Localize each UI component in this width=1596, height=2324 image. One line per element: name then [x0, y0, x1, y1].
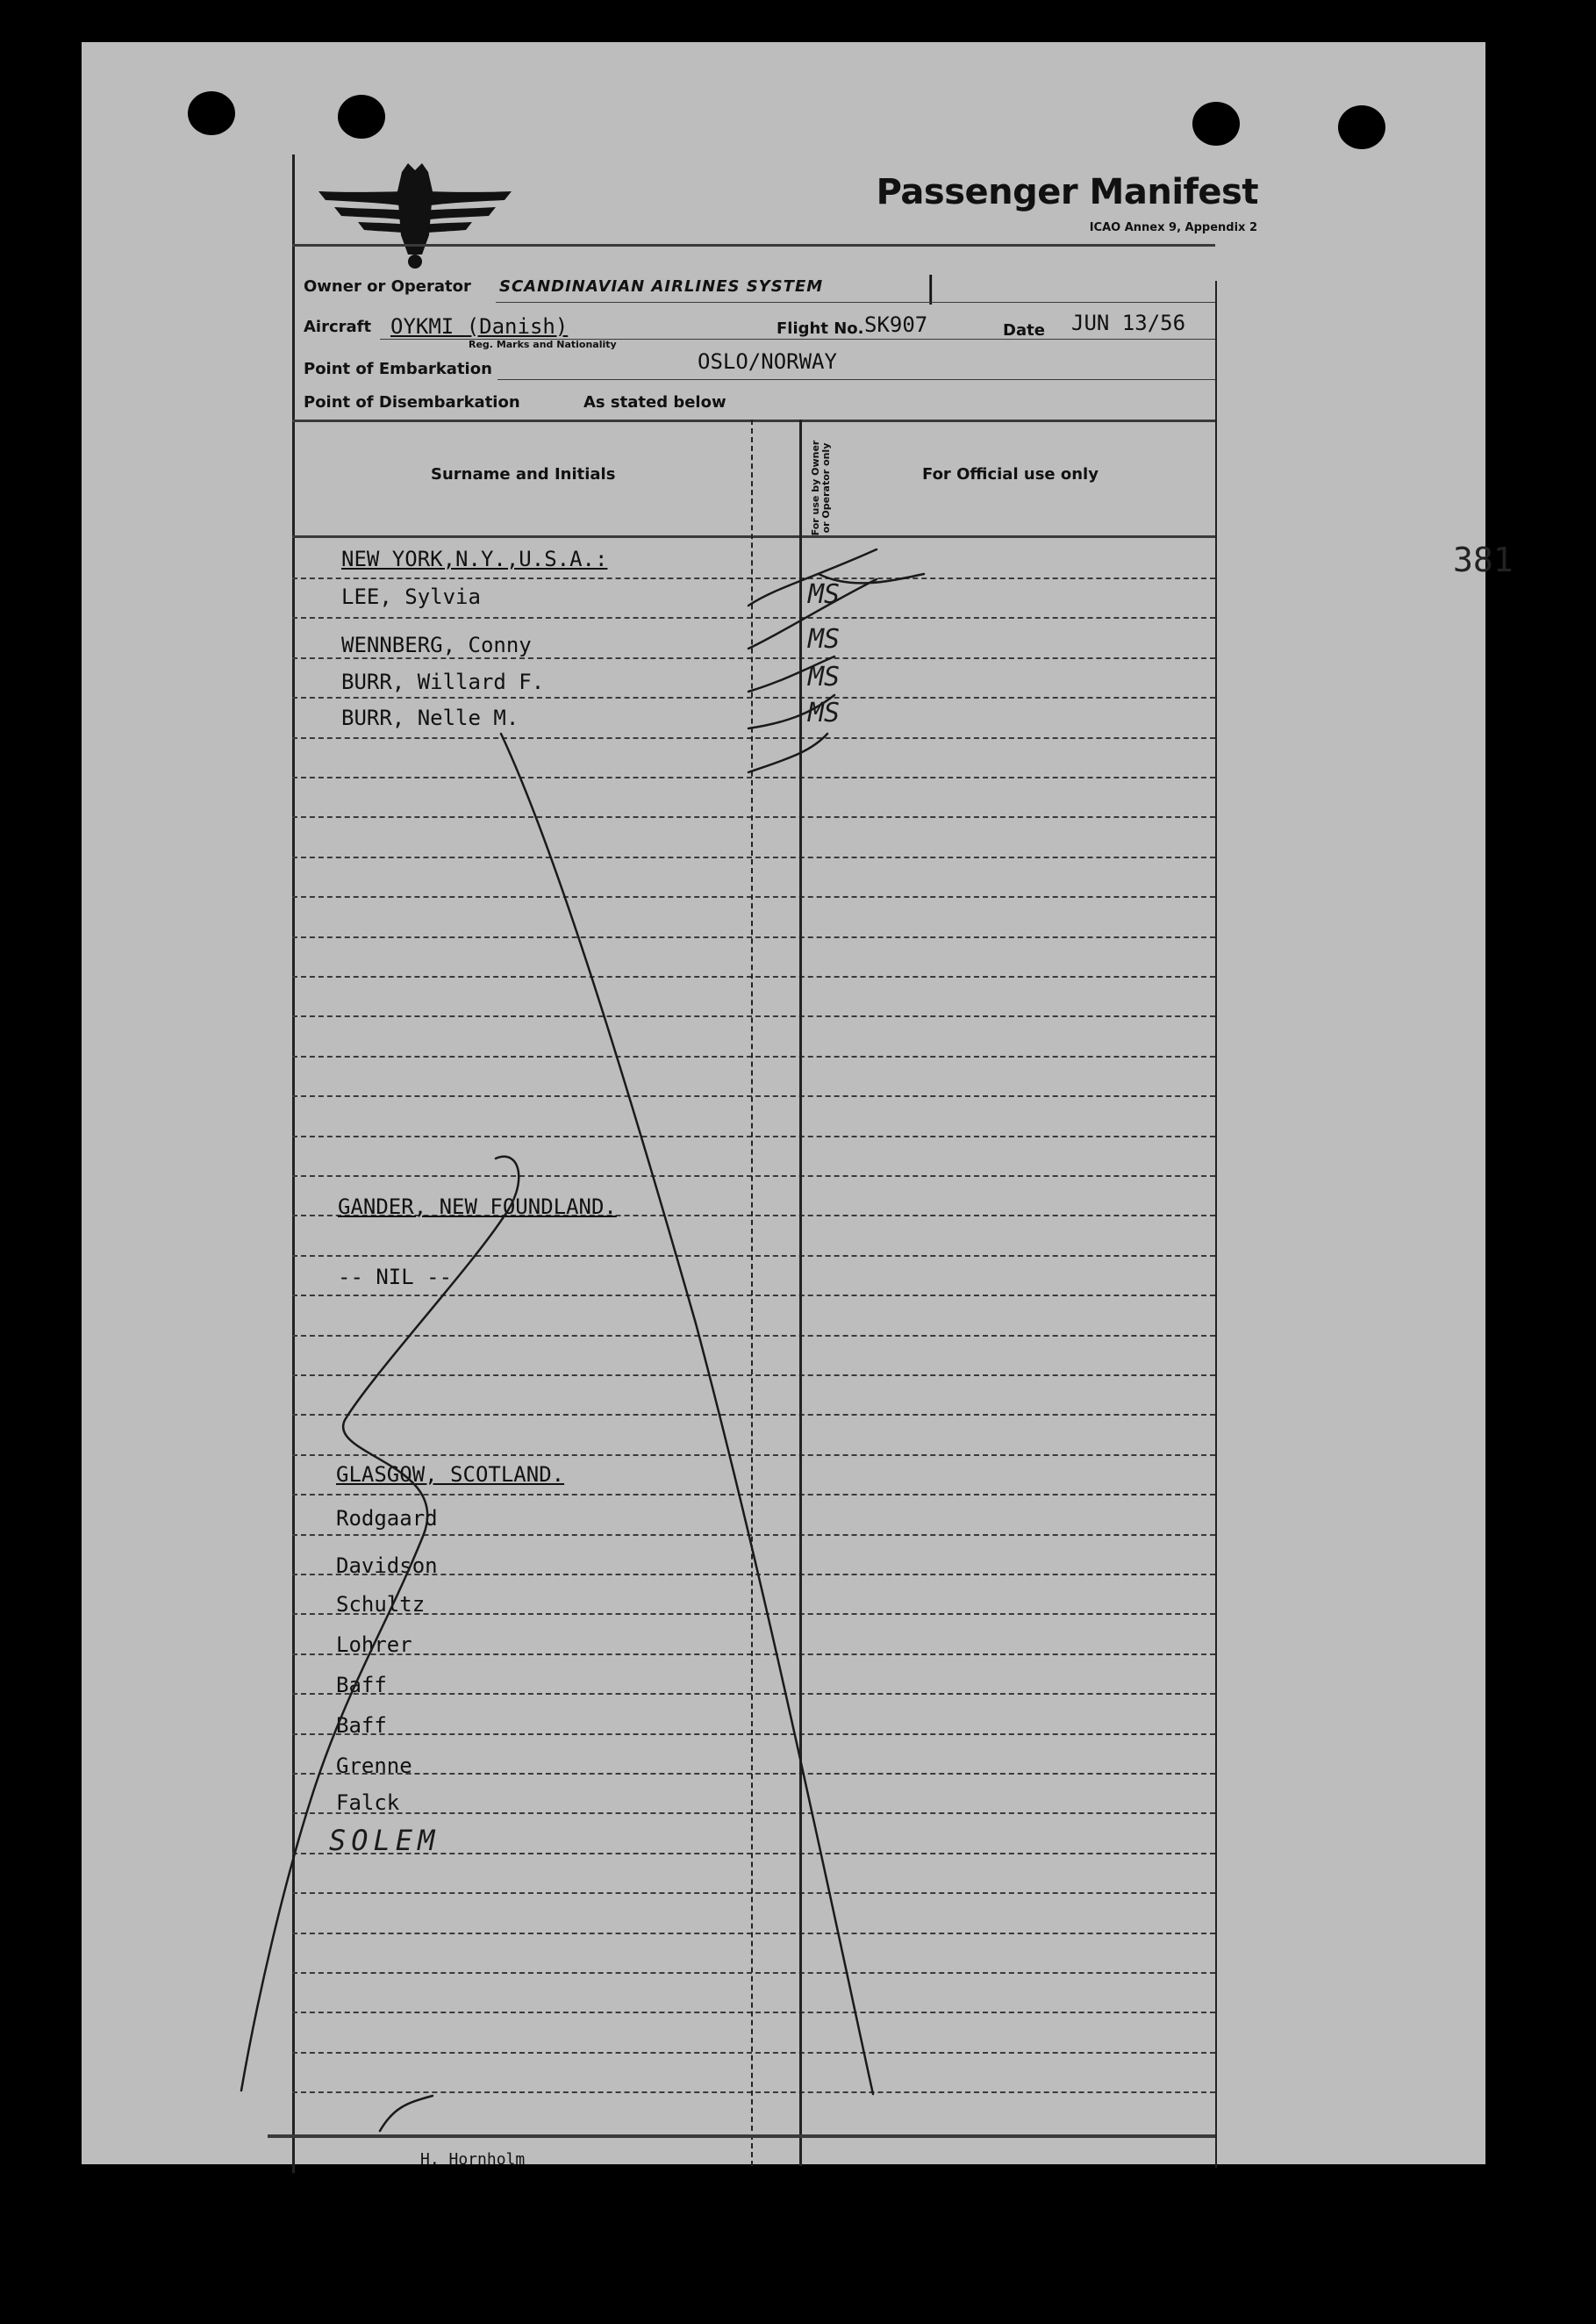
- aircraft-label: Aircraft: [304, 318, 372, 336]
- manifest-sheet: [82, 42, 1514, 2164]
- operator-column-heading: For use by Owner or Operator only: [810, 440, 832, 536]
- owner-value: SCANDINAVIAN AIRLINES SYSTEM: [499, 277, 824, 296]
- embark-label: Point of Embarkation: [304, 360, 492, 378]
- passenger-name: -- NIL --: [338, 1265, 453, 1289]
- section-destination: GLASGOW, SCOTLAND.: [336, 1462, 565, 1487]
- passenger-name: Grenne: [336, 1754, 412, 1778]
- passenger-name: WENNBERG, Conny: [341, 633, 532, 657]
- margin-page-number: 381: [1453, 541, 1514, 579]
- passenger-name: LEE, Sylvia: [341, 585, 481, 609]
- owner-mark: |: [926, 270, 936, 305]
- disembark-label: Point of Disembarkation: [304, 393, 520, 412]
- official-column-heading: For Official use only: [922, 465, 1099, 484]
- official-mark: MS: [808, 579, 841, 610]
- passenger-name: Baff: [336, 1673, 387, 1697]
- flight-label: Flight No.: [777, 319, 864, 338]
- passenger-name: Davidson: [336, 1553, 438, 1578]
- form-subtitle: ICAO Annex 9, Appendix 2: [1089, 221, 1257, 234]
- official-mark: MS: [808, 662, 841, 692]
- date-label: Date: [1003, 321, 1045, 340]
- section-destination: GANDER, NEW FOUNDLAND.: [338, 1194, 617, 1219]
- section-destination: NEW YORK,N.Y.,U.S.A.:: [341, 547, 608, 571]
- reg-note: Reg. Marks and Nationality: [469, 339, 617, 350]
- official-mark: MS: [808, 698, 841, 728]
- aircraft-value: OYKMI (Danish): [390, 314, 569, 339]
- owner-label: Owner or Operator: [304, 277, 471, 296]
- official-mark: MS: [808, 624, 841, 655]
- embark-value: OSLO/NORWAY: [698, 349, 837, 374]
- passenger-name: SOLEM: [329, 1824, 440, 1857]
- passenger-name: Falck: [336, 1790, 400, 1815]
- passenger-name: Rodgaard: [336, 1506, 438, 1531]
- date-value: JUN 13/56: [1071, 311, 1186, 335]
- passenger-name: Schultz: [336, 1592, 426, 1617]
- passenger-name: Baff: [336, 1713, 387, 1738]
- pen-strokes: [82, 42, 1485, 2164]
- footer-signature: H. Hornholm: [420, 2150, 526, 2164]
- passenger-name: BURR, Willard F.: [341, 670, 545, 694]
- form-title: Passenger Manifest: [876, 172, 1258, 212]
- passenger-name: Lohrer: [336, 1632, 412, 1657]
- passenger-name: BURR, Nelle M.: [341, 706, 519, 730]
- flight-value: SK907: [864, 312, 928, 337]
- names-column-heading: Surname and Initials: [431, 465, 616, 484]
- disembark-value: As stated below: [583, 393, 726, 412]
